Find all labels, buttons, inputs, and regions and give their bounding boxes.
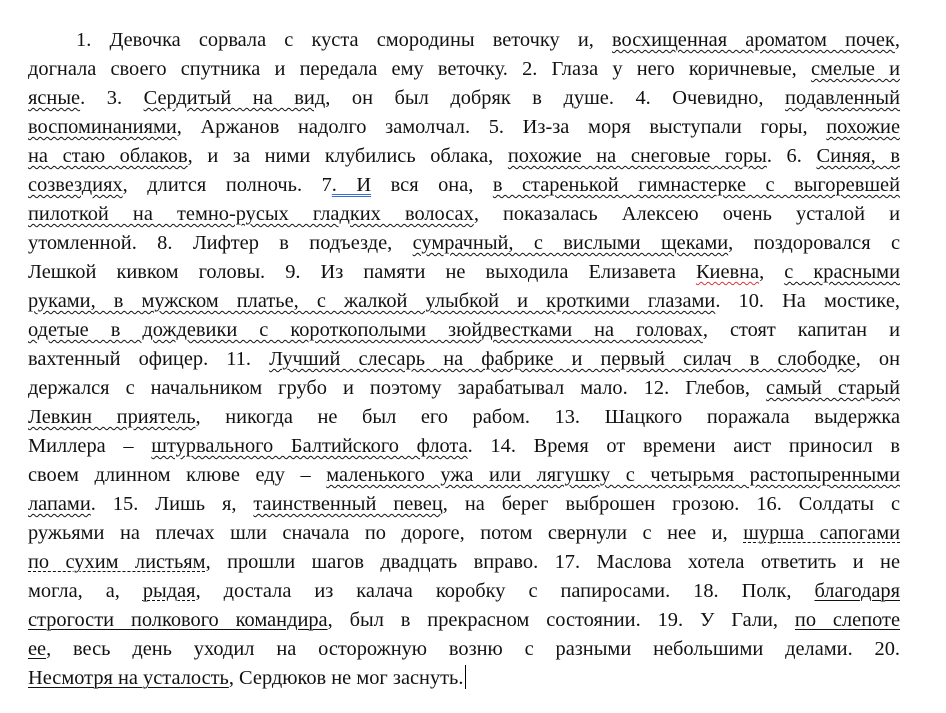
text-line (28, 577, 900, 606)
underlined-phrase: сумрачный, с вислыми щеками (412, 232, 729, 254)
text-run: . 15. Лишь я, (90, 493, 254, 515)
text-run: , прошли шагов двадцать вправо. 17. Маслова хотела ответить и не (205, 551, 901, 573)
text-run: своем длинном клюве еду – (28, 464, 327, 486)
text-line (28, 374, 900, 403)
underlined-phrase: по слепоте (794, 609, 901, 631)
text-line (28, 403, 900, 432)
underlined-phrase: Несмотря на усталость (28, 667, 229, 689)
underlined-phrase: ясные (28, 87, 81, 109)
text-line (28, 490, 900, 519)
text-line (28, 461, 900, 490)
text-run: Миллера – (28, 435, 152, 457)
underlined-phrase: созвездиях (28, 174, 123, 196)
text-line (28, 55, 900, 84)
text-run: , на берег выброшен грозою. 16. Солдаты с (442, 493, 900, 515)
text-run: , (759, 261, 785, 283)
text-line (28, 26, 900, 55)
underlined-phrase: Лучший слесарь на фабрике и первый силач в слободке (269, 348, 856, 370)
underlined-phrase: шурша сапогами (743, 522, 901, 544)
underlined-phrase: таинственный певец (253, 493, 443, 515)
text-line (28, 200, 900, 229)
text-run: держался с начальником грубо и поэтому зарабатывал мало. 12. Глебов, (28, 377, 767, 399)
text-run: , и за ними клубились облака, (187, 145, 508, 167)
underlined-phrase: по сухим листьям (28, 551, 206, 573)
underlined-phrase: руками, в мужском платье, с жалкой улыбкой и кроткими глазами (28, 290, 716, 312)
text-run: 1. Девочка сорвала с куста смородины веточку и, (76, 29, 612, 51)
underlined-phrase: маленького ужа или лягушку с четырьмя растопыренными (326, 464, 900, 486)
text-line (28, 635, 900, 664)
text-run: , никогда не был его рабом. 13. Шацкого поражала выдержка (195, 406, 901, 428)
text-run: . 6. (766, 145, 817, 167)
text-run: , Аржанов надолго замолчал. 5. Из-за моря выступали горы, (176, 116, 827, 138)
text-line (28, 345, 900, 374)
text-run: , был в прекрасном состоянии. 19. У Гали, (327, 609, 795, 631)
underlined-phrase: в старенькой гимнастерке с выгоревшей (492, 174, 900, 196)
underlined-phrase: подавленный (785, 87, 900, 109)
text-run: . 10. На мостике, (715, 290, 900, 312)
text-run: , весь день уходил на осторожную возню с разными небольшими делами. 20. (46, 638, 900, 660)
text-run: , он (855, 348, 901, 370)
underlined-phrase: Левкин приятель (28, 406, 196, 428)
text-run: , (894, 29, 900, 51)
underlined-phrase: похожие на снеговые горы (507, 145, 767, 167)
text-run: . 3. (80, 87, 144, 109)
underlined-phrase: рыдая (142, 580, 196, 602)
text-run: , он был добряк в душе. 4. Очевидно, (325, 87, 786, 109)
underlined-phrase: одетые в дождевики с короткополыми зюйдвестками на головах (28, 319, 703, 341)
text-run: . 14. Время от времени аист приносил в (467, 435, 900, 457)
underlined-phrase: строгости полкового командира (28, 609, 328, 631)
text-line (28, 432, 900, 461)
text-run: вахтенный офицер. 11. (28, 348, 270, 370)
text-run: могла, а, (28, 580, 143, 602)
text-line (28, 258, 900, 287)
text-run: , Сердюков не мог заснуть. (228, 667, 464, 689)
underlined-phrase: воспоминаниями (28, 116, 177, 138)
underlined-phrase: Синяя, в (816, 145, 900, 167)
underlined-phrase: пилоткой на темно-русых гладких волосах (28, 203, 474, 225)
text-run: утомленной. 8. Лифтер в подъезде, (28, 232, 413, 254)
text-line (28, 229, 900, 258)
text-line (28, 316, 900, 345)
text-run: , поздоровался с (728, 232, 900, 254)
text-line (28, 287, 900, 316)
text-run: , стоят капитан и (702, 319, 900, 341)
underlined-phrase: на стаю облаков (28, 145, 188, 167)
underlined-phrase: . И (331, 174, 372, 196)
text-run: , показалась Алексею очень усталой и (473, 203, 900, 225)
text-line (28, 113, 900, 142)
document-body[interactable] (28, 26, 900, 693)
text-run: ружьями на плечах шли сначала по дороге, потом свернули с нее и, (28, 522, 744, 544)
underlined-phrase: ее (28, 638, 47, 660)
underlined-phrase: лапами (28, 493, 91, 515)
underlined-phrase: Киевна (695, 261, 760, 283)
underlined-phrase: Сердитый на вид (143, 87, 326, 109)
underlined-phrase: похожие (826, 116, 900, 138)
text-run: Лешкой кивком головы. 9. Из памяти не выходила Елизавета (28, 261, 696, 283)
underlined-phrase: с красными (784, 261, 900, 283)
text-line (28, 142, 900, 171)
text-line (28, 171, 900, 200)
underlined-phrase: восхищенная ароматом почек (612, 29, 895, 51)
text-line (28, 548, 900, 577)
underlined-phrase: штурвального Балтийского флота (151, 435, 468, 457)
underlined-phrase: самый старый (766, 377, 900, 399)
text-line (28, 519, 900, 548)
text-line (28, 84, 900, 113)
text-run: , длится полночь. 7 (122, 174, 332, 196)
text-line (28, 606, 900, 635)
text-run: догнала своего спутника и передала ему веточку. 2. Глаза у него коричневые, (28, 58, 811, 80)
text-cursor (465, 665, 466, 689)
text-run: , достала из калача коробку с папиросами. 18. Полк, (195, 580, 815, 602)
text-run: вся она, (371, 174, 493, 196)
underlined-phrase: смелые и (810, 58, 900, 80)
text-line (28, 664, 900, 693)
underlined-phrase: благодаря (814, 580, 900, 602)
